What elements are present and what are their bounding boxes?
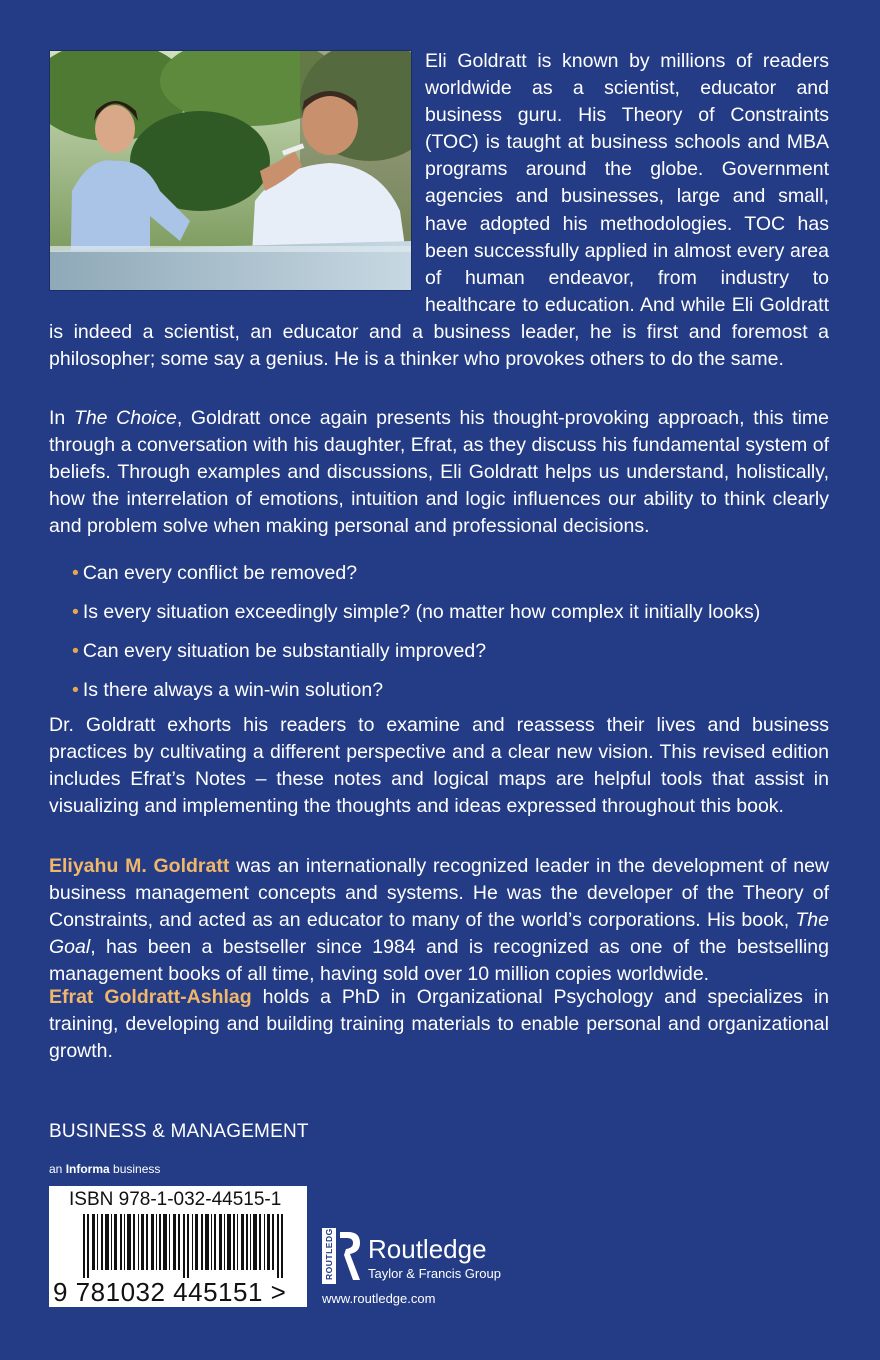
bio-ashlag: [49, 984, 829, 1065]
photo-wrap-spacer: [49, 48, 425, 292]
bullet-text: Is there always a win-win solution?: [82, 679, 384, 701]
list-item: [72, 638, 760, 677]
choice-paragraph: [49, 405, 829, 540]
category-label: BUSINESS & MANAGEMENT: [49, 1121, 309, 1142]
barcode-number: 9 781032 445151 >: [53, 1277, 287, 1307]
bullet-text: Can every situation be substantially improved?: [82, 640, 487, 662]
bullet-marker: •: [72, 562, 79, 584]
list-item: [72, 560, 760, 599]
choice-body: , Goldratt once again presents his thought-provoking approach, this time through a conversation with his daughter, Efrat, as they discuss his fundamental system of beliefs. Through examples and discussions, Eli Goldratt helps us understand, holistically, how the interrelation of emotions, intuition and logic influences our ability to think clearly and problem solve when making personal and professional decisions.: [49, 407, 830, 538]
choice-title: The Choice: [73, 407, 177, 429]
publisher-group: Taylor & Francis Group: [368, 1266, 501, 1281]
bio-text: , has been a bestseller since 1984 and is recognized as one of the bestselling management books of all time, having sold over 10 million copies worldwide.: [49, 936, 829, 986]
barcode-box: [49, 1186, 307, 1307]
publisher-logo: [322, 1228, 501, 1289]
informa-brand: Informa: [65, 1162, 110, 1176]
bio-text: holds a PhD in Organizational Psychology and specializes in training, developing and building training materials to enable personal and organizational growth.: [49, 986, 829, 1063]
list-item: [72, 677, 760, 716]
choice-prefix: In: [49, 407, 74, 429]
question-list: [72, 560, 760, 716]
spine-text: ROUTLEDGE: [324, 1228, 334, 1280]
intro-paragraph: [49, 48, 829, 373]
bio-text: was an internationally recognized leader in the development of new business management concepts and systems. He was the developer of the Theory of Constraints, and acted as an educator to many of the world’s corporations. His book,: [49, 855, 829, 932]
publisher-url[interactable]: www.routledge.com: [322, 1291, 436, 1306]
bullet-marker: •: [72, 601, 79, 623]
intro-text: Eli Goldratt is known by millions of readers worldwide as a scientist, educator and business guru. His Theory of Constraints (TOC) is taught at business schools and MBA programs around the globe. Government agencies and businesses, large and small, have adopted his methodologies. TOC has been successfully applied in almost every area of human endeavor, from industry to healthcare to education. And while Eli Goldratt is indeed a scientist, an educator and a business leader, he is first and foremost a philosopher; some say a genius. He is a thinker who provokes others to do the same.: [49, 50, 829, 371]
bullet-marker: •: [72, 640, 79, 662]
bullet-marker: •: [72, 679, 79, 701]
bullet-text: Is every situation exceedingly simple? (no matter how complex it initially looks): [82, 601, 761, 623]
exhort-paragraph: Dr. Goldratt exhorts his readers to examine and reassess their lives and business practices by cultivating a different perspective and a clear new vision. This revised edition includes Efrat’s Notes – these notes and logical maps are helpful tools that assist in visualizing and implementing the thoughts and ideas expressed throughout this book.: [49, 714, 829, 818]
bullet-text: Can every conflict be removed?: [82, 562, 358, 584]
author-name: Eliyahu M. Goldratt: [49, 855, 230, 877]
routledge-logo-icon: [322, 1228, 362, 1284]
publisher-name: Routledge: [368, 1234, 487, 1264]
list-item: [72, 599, 760, 638]
author-name: Efrat Goldratt-Ashlag: [49, 986, 252, 1008]
informa-prefix: an: [49, 1162, 66, 1176]
bio-goldratt: [49, 853, 829, 988]
informa-suffix: business: [109, 1162, 161, 1176]
barcode-icon: [83, 1214, 289, 1278]
book-title: The Goal: [49, 909, 829, 959]
informa-tagline: [49, 1162, 160, 1176]
isbn-label: ISBN 978-1-032-44515-1: [69, 1189, 282, 1210]
